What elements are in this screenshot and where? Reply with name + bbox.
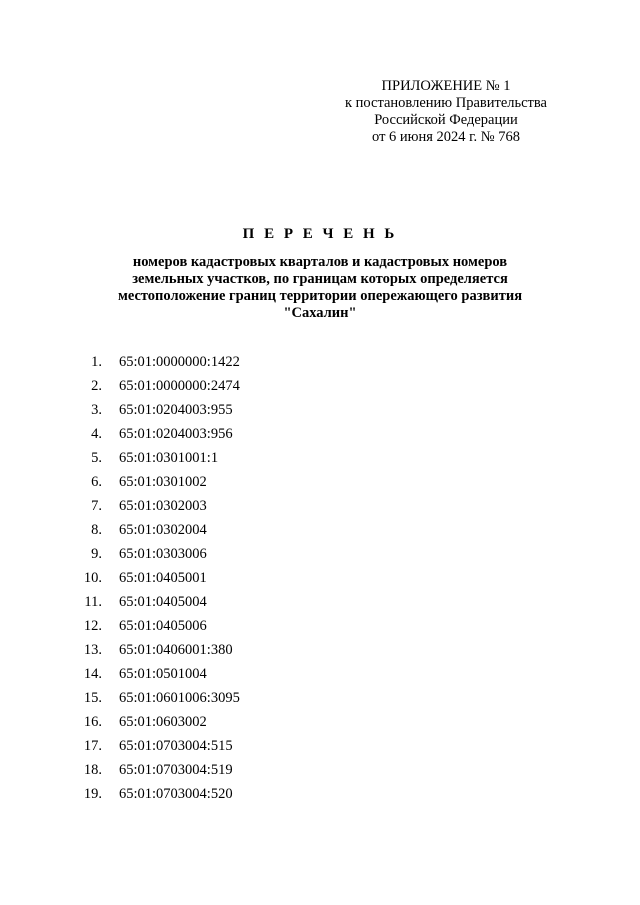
item-number: 1. [91,354,102,370]
cadastral-number: 65:01:0000000:2474 [119,378,240,394]
appendix-date: от 6 июня 2024 г. № 768 [372,129,520,145]
list-item [0,496,640,520]
list-item [0,640,640,664]
cadastral-number: 65:01:0302003 [119,498,207,514]
list-item [0,664,640,688]
subtitle-line: "Сахалин" [283,305,357,321]
item-number: 18. [83,762,102,778]
item-number: 11. [84,594,102,610]
list-item [0,760,640,784]
cadastral-number: 65:01:0703004:515 [119,738,233,754]
subtitle-line: земельных участков, по границам которых определяется [132,271,508,287]
list-item [0,472,640,496]
list-item [0,400,640,424]
item-number: 2. [91,378,102,394]
cadastral-number: 65:01:0303006 [119,546,207,562]
item-number: 15. [83,690,102,706]
cadastral-number: 65:01:0703004:520 [119,786,233,802]
item-number: 5. [91,450,102,466]
item-number: 9. [91,546,102,562]
list-item [0,544,640,568]
item-number: 3. [91,402,102,418]
cadastral-number-list [0,352,640,808]
appendix-reference: к постановлению Правительства [345,95,547,111]
cadastral-number: 65:01:0405001 [119,570,207,586]
list-item [0,424,640,448]
document-subtitle [60,254,580,322]
list-item [0,376,640,400]
list-item [0,712,640,736]
item-number: 14. [83,666,102,682]
list-item [0,520,640,544]
item-number: 13. [83,642,102,658]
item-number: 10. [83,570,102,586]
item-number: 4. [91,426,102,442]
list-item [0,784,640,808]
document-title: П Е Р Е Ч Е Н Ь [242,226,398,242]
cadastral-number: 65:01:0601006:3095 [119,690,240,706]
appendix-authority: Российской Федерации [374,112,518,128]
cadastral-number: 65:01:0703004:519 [119,762,233,778]
document-heading [60,224,580,322]
cadastral-number: 65:01:0301001:1 [119,450,219,466]
cadastral-number: 65:01:0405004 [119,594,207,610]
appendix-header [310,78,582,146]
item-number: 19. [83,786,102,802]
cadastral-number: 65:01:0406001:380 [119,642,233,658]
cadastral-number: 65:01:0000000:1422 [119,354,240,370]
cadastral-number: 65:01:0501004 [119,666,207,682]
cadastral-number: 65:01:0204003:955 [119,402,233,418]
list-item [0,736,640,760]
list-item [0,616,640,640]
subtitle-line: местоположение границ территории опережающего развития [117,288,523,304]
item-number: 7. [91,498,102,514]
list-item [0,592,640,616]
list-item [0,352,640,376]
cadastral-number: 65:01:0405006 [119,618,207,634]
list-item [0,448,640,472]
cadastral-number: 65:01:0603002 [119,714,207,730]
cadastral-number: 65:01:0204003:956 [119,426,233,442]
list-item [0,688,640,712]
item-number: 6. [91,474,102,490]
list-item [0,568,640,592]
subtitle-line: номеров кадастровых кварталов и кадастровых номеров [132,254,508,270]
item-number: 17. [83,738,102,754]
cadastral-number: 65:01:0301002 [119,474,207,490]
item-number: 12. [83,618,102,634]
cadastral-number: 65:01:0302004 [119,522,207,538]
item-number: 16. [83,714,102,730]
item-number: 8. [91,522,102,538]
appendix-number: ПРИЛОЖЕНИЕ № 1 [381,78,511,94]
